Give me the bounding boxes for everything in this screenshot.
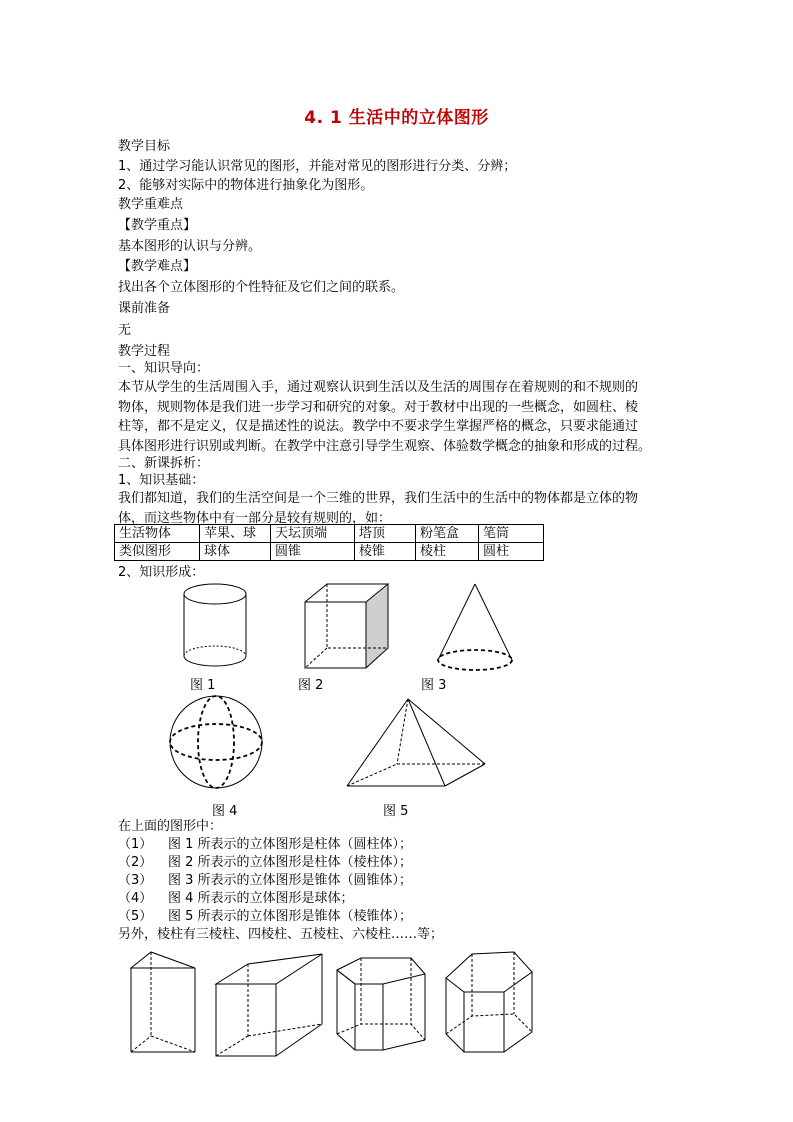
cone-figure xyxy=(432,582,522,677)
pyramid-figure xyxy=(345,696,490,791)
heading-process: 教学过程 xyxy=(118,344,171,359)
table-cell: 笔筒 xyxy=(479,525,544,543)
list-number: （3） xyxy=(118,873,153,888)
table-cell: 圆柱 xyxy=(479,543,544,561)
key-text: 基本图形的认识与分辨。 xyxy=(118,239,262,254)
table-cell: 棱柱 xyxy=(416,543,479,561)
goal-item: 1、通过学习能认识常见的图形，并能对常见的图形进行分类、分辨； xyxy=(118,159,517,174)
list-item xyxy=(118,908,412,926)
figure-caption: 图 3 xyxy=(421,678,447,693)
heading-keypoints: 教学重难点 xyxy=(118,197,184,212)
table-cell: 苹果、球 xyxy=(200,525,271,543)
list-text: 图 4 所表示的立体图形是球体； xyxy=(168,891,354,906)
figure-caption: 图 5 xyxy=(383,804,409,819)
table-row xyxy=(115,525,544,543)
hexagonal-prism-figure xyxy=(442,948,542,1063)
table-cell: 类似图形 xyxy=(115,543,200,561)
list-number: （2） xyxy=(118,855,153,870)
list-text: 图 2 所表示的立体图形是柱体（棱柱体）； xyxy=(168,855,413,870)
pentagonal-prism-figure xyxy=(333,952,433,1062)
section-heading: 一、知识导向： xyxy=(118,361,210,376)
base-line: 我们都知道，我们的生活空间是一个三维的世界，我们生活中的生活中的物体都是立体的物 xyxy=(118,491,639,506)
intro-line: 物体，规则物体是我们进一步学习和研究的对象。对于教材中出现的一些概念，如圆柱、棱 xyxy=(118,399,639,415)
table-cell: 球体 xyxy=(200,543,271,561)
intro-line: 柱等，都不是定义，仅是描述性的说法。教学中不要求学生掌握严格的概念，只要求能通过 xyxy=(118,419,639,434)
table-cell: 圆锥 xyxy=(271,543,355,561)
intro-line: 本节从学生的生活周围入手，通过观察认识到生活以及生活的周围存在着规则的和不规则的 xyxy=(118,380,639,395)
goal-item: 2、能够对实际中的物体进行抽象化为图形。 xyxy=(118,178,374,193)
cylinder-figure xyxy=(170,580,260,675)
comparison-table xyxy=(114,524,544,561)
table-cell: 棱锥 xyxy=(355,543,416,561)
quadrangular-prism-figure xyxy=(208,948,328,1063)
table-cell: 天坛顶端 xyxy=(271,525,355,543)
list-text: 图 1 所表示的立体图形是柱体（圆柱体）； xyxy=(168,837,413,852)
table-cell: 生活物体 xyxy=(115,525,200,543)
figure-caption: 图 2 xyxy=(298,678,324,693)
triangular-prism-figure xyxy=(125,948,205,1063)
above-text: 在上面的图形中： xyxy=(118,819,223,834)
list-text: 图 3 所表示的立体图形是锥体（圆锥体）； xyxy=(168,873,413,888)
list-number: （1） xyxy=(118,837,153,852)
list-item xyxy=(118,854,412,872)
section-heading: 二、新课拆析： xyxy=(118,456,210,471)
cube-figure xyxy=(300,582,395,672)
list-item xyxy=(118,836,412,854)
list-number: （4） xyxy=(118,891,153,906)
figure-caption: 图 1 xyxy=(190,678,216,693)
figure-caption: 图 4 xyxy=(212,804,238,819)
prism-text: 另外，棱柱有三棱柱、四棱柱、五棱柱、六棱柱……等； xyxy=(118,927,444,942)
list-number: （5） xyxy=(118,909,153,924)
sub-heading: 2、知识形成： xyxy=(118,565,205,580)
heading-prep: 课前准备 xyxy=(118,301,171,316)
list-item xyxy=(118,890,354,908)
table-row xyxy=(115,543,544,561)
table-cell: 塔顶 xyxy=(355,525,416,543)
page-title: 4. 1 生活中的立体图形 xyxy=(304,108,489,128)
intro-line: 具体图形进行识别或判断。在教学中注意引导学生观察、体验数学概念的抽象和形成的过程。 xyxy=(118,438,652,454)
sub-heading: 1、知识基础： xyxy=(118,473,205,488)
list-item xyxy=(118,872,412,890)
prep-text: 无 xyxy=(118,323,132,338)
base-paragraph xyxy=(118,489,678,528)
intro-paragraph xyxy=(118,378,678,456)
sphere-figure xyxy=(166,693,266,793)
diff-text: 找出各个立体图形的个性特征及它们之间的联系。 xyxy=(118,280,405,295)
base-line: 体，而这些物体中有一部分是较有规则的，如： xyxy=(118,510,392,526)
diff-label: 【教学难点】 xyxy=(118,259,197,274)
table-cell: 粉笔盒 xyxy=(416,525,479,543)
key-label: 【教学重点】 xyxy=(118,218,197,233)
list-text: 图 5 所表示的立体图形是锥体（棱锥体）； xyxy=(168,909,413,924)
heading-goals: 教学目标 xyxy=(118,139,171,154)
